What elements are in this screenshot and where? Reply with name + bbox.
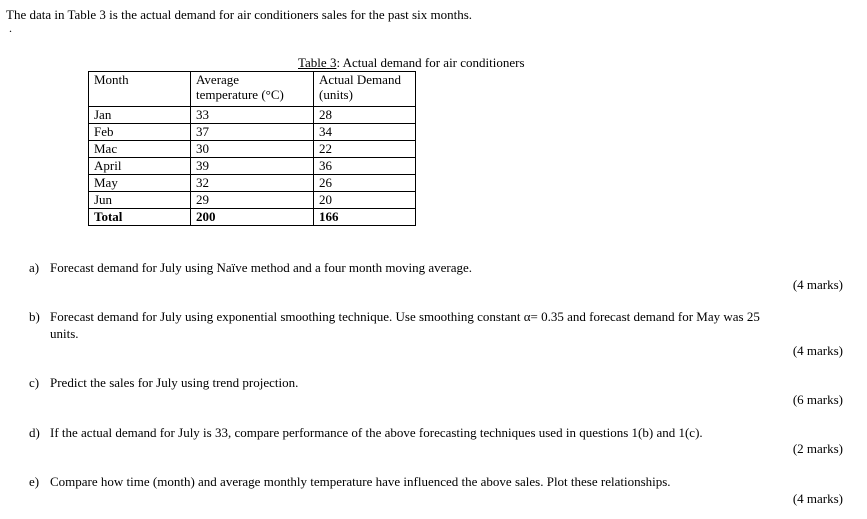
cell-demand: 26 [314,175,416,192]
header-demand-line1: Actual Demand [319,72,401,87]
question-label: b) [29,309,40,324]
question-b-continuation: units. [50,326,79,341]
cell-demand: 34 [314,124,416,141]
question-e-marks: (4 marks) [792,491,843,506]
table-row [89,175,416,192]
cell-month: Feb [89,124,191,141]
header-demand-line2: (units) [319,87,353,102]
cell-temp: 39 [191,158,314,175]
header-temperature [191,72,314,107]
cell-month: Jan [89,107,191,124]
cell-temp: 37 [191,124,314,141]
header-demand [314,72,416,107]
question-text: Compare how time (month) and average monthly temperature have influenced the above sales. Plot these relationships. [50,474,671,489]
question-label: d) [29,425,40,440]
question-label: e) [29,474,40,489]
question-a-marks: (4 marks) [792,277,843,292]
header-temp-line2: temperature (°C) [196,87,284,102]
cell-temp: 32 [191,175,314,192]
caption-number: 3 [329,55,337,70]
question-d-marks: (2 marks) [792,441,843,456]
total-label: Total [89,209,191,226]
question-a [29,260,472,276]
question-text: Forecast demand for July using Naïve method and a four month moving average. [50,260,473,275]
total-temp: 200 [191,209,314,226]
table-total-row [89,209,416,226]
question-b [29,309,760,325]
cell-demand: 28 [314,107,416,124]
question-c [29,375,298,391]
table-row [89,107,416,124]
question-text: If the actual demand for July is 33, compare performance of the above forecasting techniques used in questions 1(b) and 1(c). [50,425,703,440]
cell-demand: 36 [314,158,416,175]
table-row [89,158,416,175]
cell-month: Mac [89,141,191,158]
question-c-marks: (6 marks) [792,392,843,407]
table-row [89,124,416,141]
cell-demand: 22 [314,141,416,158]
question-label: a) [29,260,40,275]
question-text: Forecast demand for July using exponential smoothing technique. Use smoothing constant α= 0.35 and forecast demand for May was 25 [50,309,760,324]
table-header-row [89,72,416,107]
question-text: Predict the sales for July using trend projection. [50,375,299,390]
cell-temp: 29 [191,192,314,209]
demand-table [88,71,416,226]
intro-paragraph: The data in Table 3 is the actual demand for air conditioners sales for the past six months. [6,7,473,22]
cell-demand: 20 [314,192,416,209]
caption-rest: : Actual demand for air conditioners [336,55,525,70]
question-label: c) [29,375,40,390]
table-caption [298,55,525,71]
cell-month: Jun [89,192,191,209]
cell-temp: 33 [191,107,314,124]
question-b-marks: (4 marks) [792,343,843,358]
header-month: Month [89,72,191,107]
total-demand: 166 [314,209,416,226]
table-row [89,192,416,209]
table-row [89,141,416,158]
question-e [29,474,671,490]
cell-temp: 30 [191,141,314,158]
question-d [29,425,703,441]
header-temp-line1: Average [196,72,240,87]
cell-month: April [89,158,191,175]
stray-dot: . [9,21,12,35]
cell-month: May [89,175,191,192]
caption-prefix: Table [298,55,327,70]
